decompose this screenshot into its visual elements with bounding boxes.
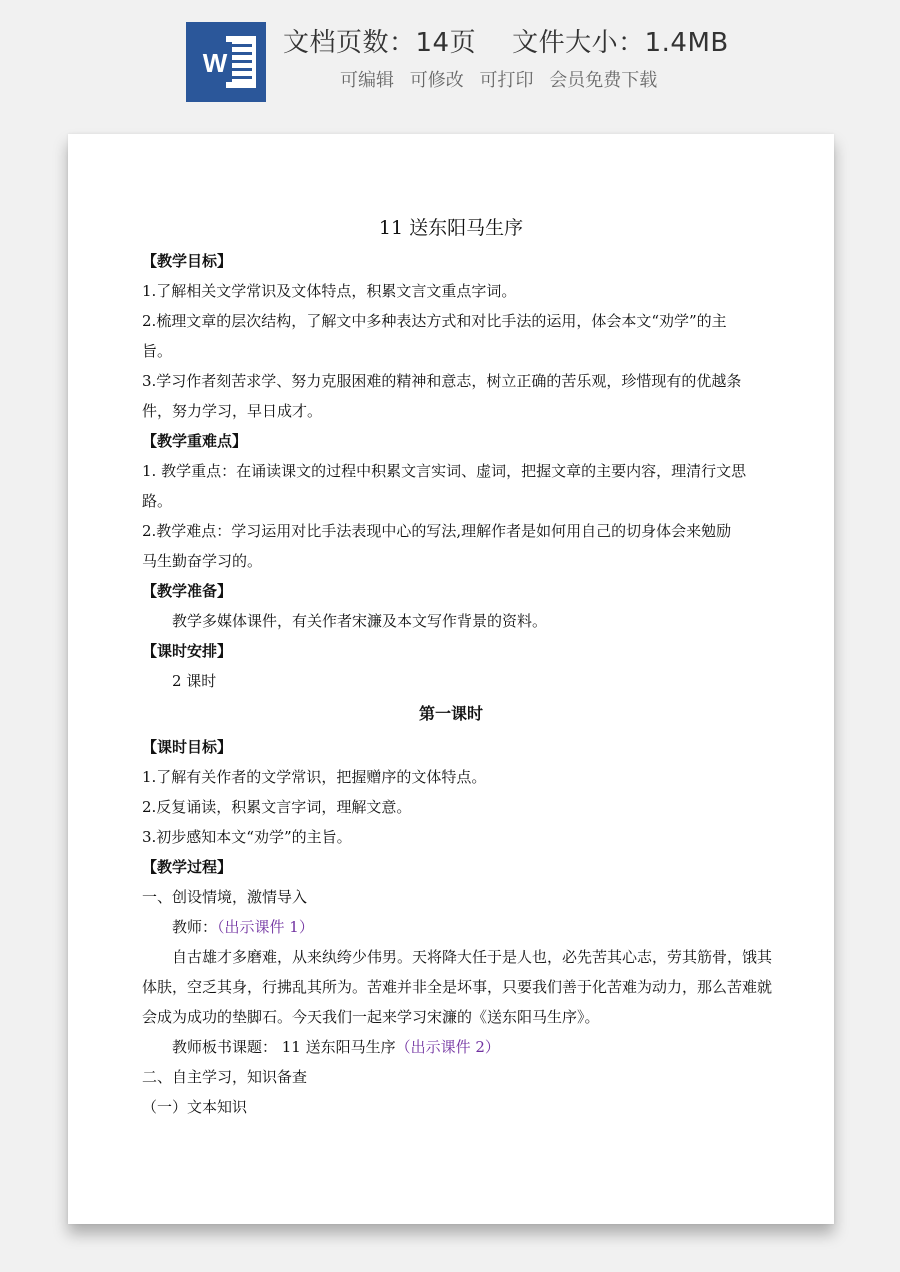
courseware-note: （出示课件 1）: [217, 918, 314, 936]
paragraph-line: 旨。: [142, 342, 173, 360]
word-document-icon: [186, 22, 266, 102]
paragraph-line: 体肤，空乏其身，行拂乱其所为。苦难并非全是坏事，只要我们善于化苦难为动力，那么苦难就: [142, 978, 773, 996]
paragraph-line: 1.了解有关作者的文学常识，把握赠序的文体特点。: [142, 768, 487, 786]
paragraph-line: 2 课时: [172, 672, 217, 690]
paragraph-line: 路。: [142, 492, 173, 510]
feature-printable: 可打印: [479, 70, 534, 91]
section-heading: 【教学过程】: [142, 858, 233, 876]
paragraph-line: 3.初步感知本文“劝学”的主旨。: [142, 828, 352, 846]
paragraph-line: 二、自主学习，知识备查: [142, 1068, 308, 1086]
courseware-note: （出示课件 2）: [395, 1038, 500, 1056]
paragraph-line: 2.梳理文章的层次结构，了解文中多种表达方式和对比手法的运用，体会本文“劝学”的主: [142, 312, 727, 330]
document-body: [142, 210, 773, 1122]
section-heading: 【教学准备】: [142, 582, 233, 600]
section-heading: 【教学重难点】: [142, 432, 248, 450]
section-heading: 【课时安排】: [142, 642, 233, 660]
paragraph-line: （一）文本知识: [142, 1098, 248, 1116]
feature-editable: 可编辑: [340, 70, 394, 91]
paragraph-line: [142, 1032, 760, 1062]
paragraph-line: 2.反复诵读，积累文言字词，理解文意。: [142, 798, 412, 816]
download-banner: [0, 0, 900, 130]
feature-member-download: 会员免费下载: [549, 70, 658, 91]
page-count: 文档页数：14页: [283, 28, 477, 58]
svg-text:W: W: [202, 48, 228, 78]
paragraph-line: 教学多媒体课件，有关作者宋濂及本文写作背景的资料。: [172, 612, 548, 630]
document-title: 11 送东阳马生序: [378, 217, 524, 239]
paragraph-line: 1. 教学重点：在诵读课文的过程中积累文言实词、虚词，把握文章的主要内容，理清行文思: [142, 462, 747, 480]
paragraph-line: [142, 912, 760, 942]
feature-modifiable: 可修改: [409, 70, 464, 91]
section-heading: 【课时目标】: [142, 738, 233, 756]
feature-list: [340, 66, 667, 92]
file-size: 文件大小：1.4MB: [512, 28, 729, 58]
document-page: [68, 134, 834, 1224]
paragraph-line: 自古雄才多磨难，从来纨绔少伟男。天将降大任于是人也，必先苦其心志，劳其筋骨，饿其: [172, 948, 773, 966]
board-title: 教师板书课题： 11 送东阳马生序: [172, 1038, 396, 1056]
banner-title: [283, 22, 729, 59]
lesson-heading: 第一课时: [418, 704, 483, 723]
section-heading: 【教学目标】: [142, 252, 233, 270]
paragraph-line: 一、创设情境，激情导入: [142, 888, 308, 906]
paragraph-line: 件，努力学习，早日成才。: [142, 402, 323, 420]
teacher-label: 教师：: [172, 918, 218, 936]
paragraph-line: 2.教学难点：学习运用对比手法表现中心的写法,理解作者是如何用自己的切身体会来勉励: [142, 522, 732, 540]
paragraph-line: 马生勤奋学习的。: [142, 552, 263, 570]
paragraph-line: 3.学习作者刻苦求学、努力克服困难的精神和意志，树立正确的苦乐观，珍惜现有的优越条: [142, 372, 742, 390]
paragraph-line: 1.了解相关文学常识及文体特点，积累文言文重点字词。: [142, 282, 517, 300]
paragraph-line: 会成为成功的垫脚石。今天我们一起来学习宋濂的《送东阳马生序》。: [142, 1008, 600, 1026]
